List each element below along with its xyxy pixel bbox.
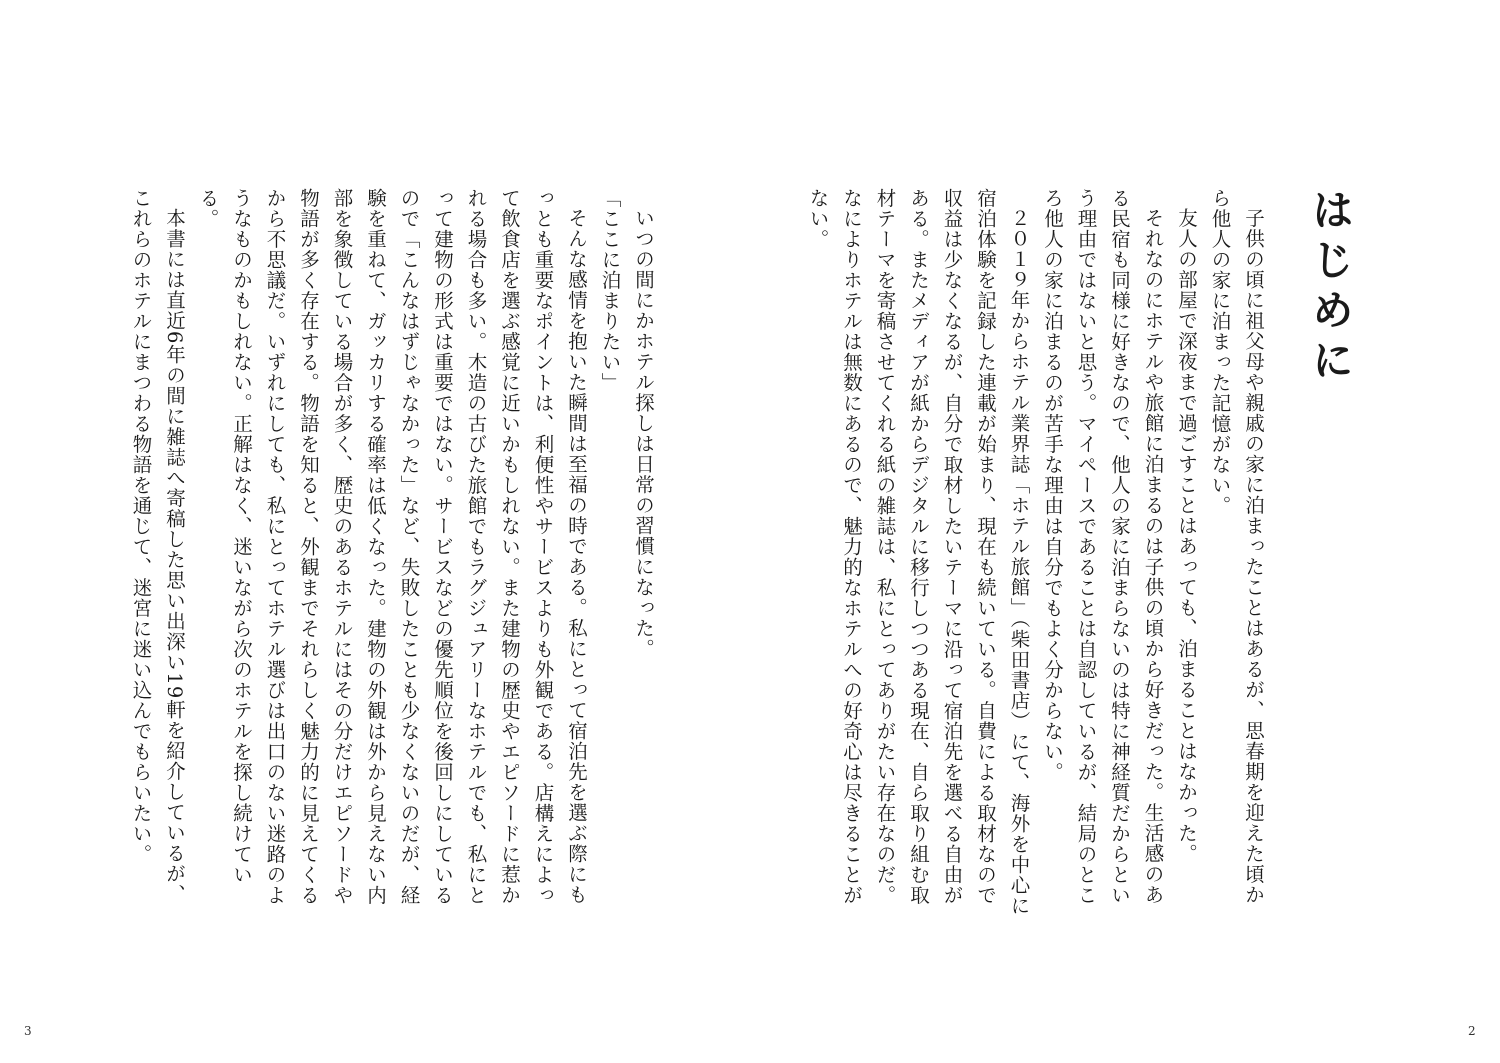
paragraph: 友人の部屋で深夜まで過ごすことはあっても、泊まることはなかった。: [1175, 207, 1198, 864]
left-page: [120, 188, 660, 918]
paragraph: ２０１９年からホテル業界誌「ホテル旅館」（柴田書店）にて、海外を中心に宿泊体験を記録した連載が始まり、現在も続いている。自費による取材なので収益は少なくなるが、自分で取材したいテーマに沿って宿泊先を選べる自由がある。またメディアが紙からデジタルに移行しつつある現在、自ら取り組む取材テーマを寄稿させてくれる紙の雑誌は、私にとってありがたい存在なのだ。なによりホテルは無数にあるので、魅力的なホテルへの好奇心は尽きることがない。: [806, 188, 1031, 916]
page-number-right: 2: [1468, 1024, 1476, 1038]
page-number-left: 3: [24, 1024, 32, 1038]
quote-line: 「ここに泊まりたい」: [598, 188, 622, 393]
right-page: [760, 188, 1360, 918]
paragraph: それなのにホテルや旅館に泊まるのは子供の頃から好きだった。生活感のある民宿も同様に好きなので、他人の家に泊まらないのは特に神経質だからという理由ではないと思う。マイペースであることは自認しているが、結局のところ他人の家に泊まるのが苦手な理由は自分でもよく分からない。: [1041, 188, 1165, 906]
paragraph: そんな感情を抱いた瞬間は至福の時である。私にとって宿泊先を選ぶ際にもっとも重要なポイントは、利便性やサービスよりも外観である。店構えによって飲食店を選ぶ感覚に近いかもしれない。また建物の歴史やエピソードに惹かれる場合も多い。木造の古びた旅館でもラグジュアリーなホテルでも、私にとって建物の形式は重要ではない。サービスなどの優先順位を後回しにしているので「こんなはずじゃなかった」など、失敗したことも少なくないのだが、経験を重ねて、ガッカリする確率は低くなった。建物の外観は外から見えない内部を象徴している場合が多く、歴史のあるホテルにはその分だけエピソードや物語が多く存在する。物語を知ると、外観までそれらしく魅力的に見えてくるから不思議だ。いずれにしても、私にとってホテル選びは出口のない迷路のようなものかもしれない。正解はなく、迷いながら次のホテルを探し続けている。: [196, 188, 588, 906]
chapter-title: はじめに: [1306, 188, 1355, 388]
paragraph: 子供の頃に祖父母や親戚の家に泊まったことはあるが、思春期を迎えた頃から他人の家に泊まった記憶がない。: [1208, 188, 1265, 905]
paragraph: いつの間にかホテル探しは日常の習慣になった。: [632, 207, 655, 659]
paragraph: 本書には直近6年の間に雑誌へ寄稿した思い出深い19軒を紹介しているが、これらのホテルにまつわる物語を通じて、迷宮に迷い込んでもらいたい。: [129, 188, 186, 904]
